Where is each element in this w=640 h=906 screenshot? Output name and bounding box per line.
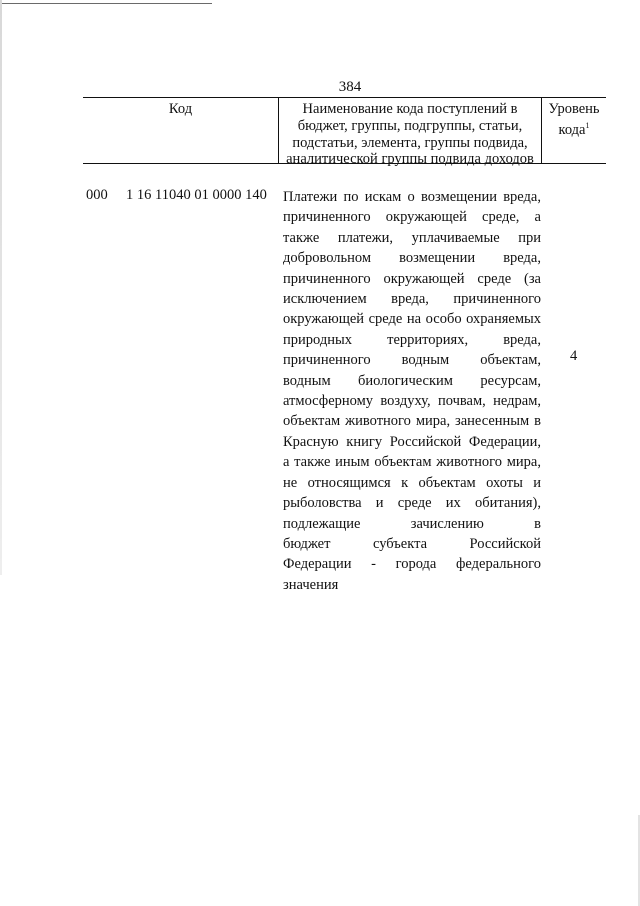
description-line: бюджет субъекта Российской (283, 535, 541, 552)
description-line: рыболовства и среде их обитания), (283, 495, 541, 512)
description-line: атмосферному воздуху, почвам, недрам, (283, 393, 541, 410)
description-line: подлежащие зачислению в (283, 515, 541, 532)
description-line: причиненного окружающей среде, а (283, 209, 541, 226)
description-line: значения (283, 576, 339, 593)
description-line: природных территориях, вреда, (283, 331, 541, 348)
table-header (83, 97, 606, 168)
admin-code: 000 (86, 187, 108, 203)
header-level-line (542, 118, 606, 139)
description-line: не относящимся к объектам охоты и (283, 474, 541, 491)
description-line: а также иным объектам животного мира, (283, 454, 541, 471)
income-code: 1 16 11040 01 0000 140 (126, 187, 267, 203)
top-edge-rule (0, 3, 212, 4)
header-name-line: подстатьи, элемента, группы подвида, (292, 134, 528, 151)
description-line: окружающей среде на особо охраняемых (283, 311, 541, 328)
header-name-line: Наименование кода поступлений в (302, 101, 518, 117)
description-line: Красную книгу Российской Федерации, (283, 433, 541, 450)
code-level: 4 (570, 348, 578, 364)
description-line: Федерации - города федерального (283, 556, 541, 573)
income-description (283, 187, 541, 595)
description-line: причиненного окружающей среде (за (283, 270, 541, 287)
footnote-marker: 1 (585, 120, 590, 130)
description-line: исключением вреда, причиненного (283, 291, 541, 308)
description-line: Платежи по искам о возмещении вреда, (283, 189, 541, 205)
header-level-line: Уровень (548, 101, 600, 117)
header-name (279, 101, 541, 168)
description-line: причиненного водным объектам, (283, 352, 541, 369)
description-line: добровольном возмещении вреда, (283, 250, 541, 267)
description-line: также платежи, уплачиваемые при (283, 229, 541, 246)
header-name-line: бюджет, группы, подгруппы, статьи, (297, 117, 523, 134)
header-name-line: аналитической группы подвида доходов (286, 151, 534, 168)
page-number: 384 (338, 79, 362, 95)
header-code: Код (168, 101, 193, 117)
header-level-word: кода (558, 121, 586, 138)
description-line: водным биологическим ресурсам, (283, 372, 541, 389)
header-level (542, 101, 606, 138)
description-line: объектам животного мира, занесенным в (283, 413, 541, 430)
